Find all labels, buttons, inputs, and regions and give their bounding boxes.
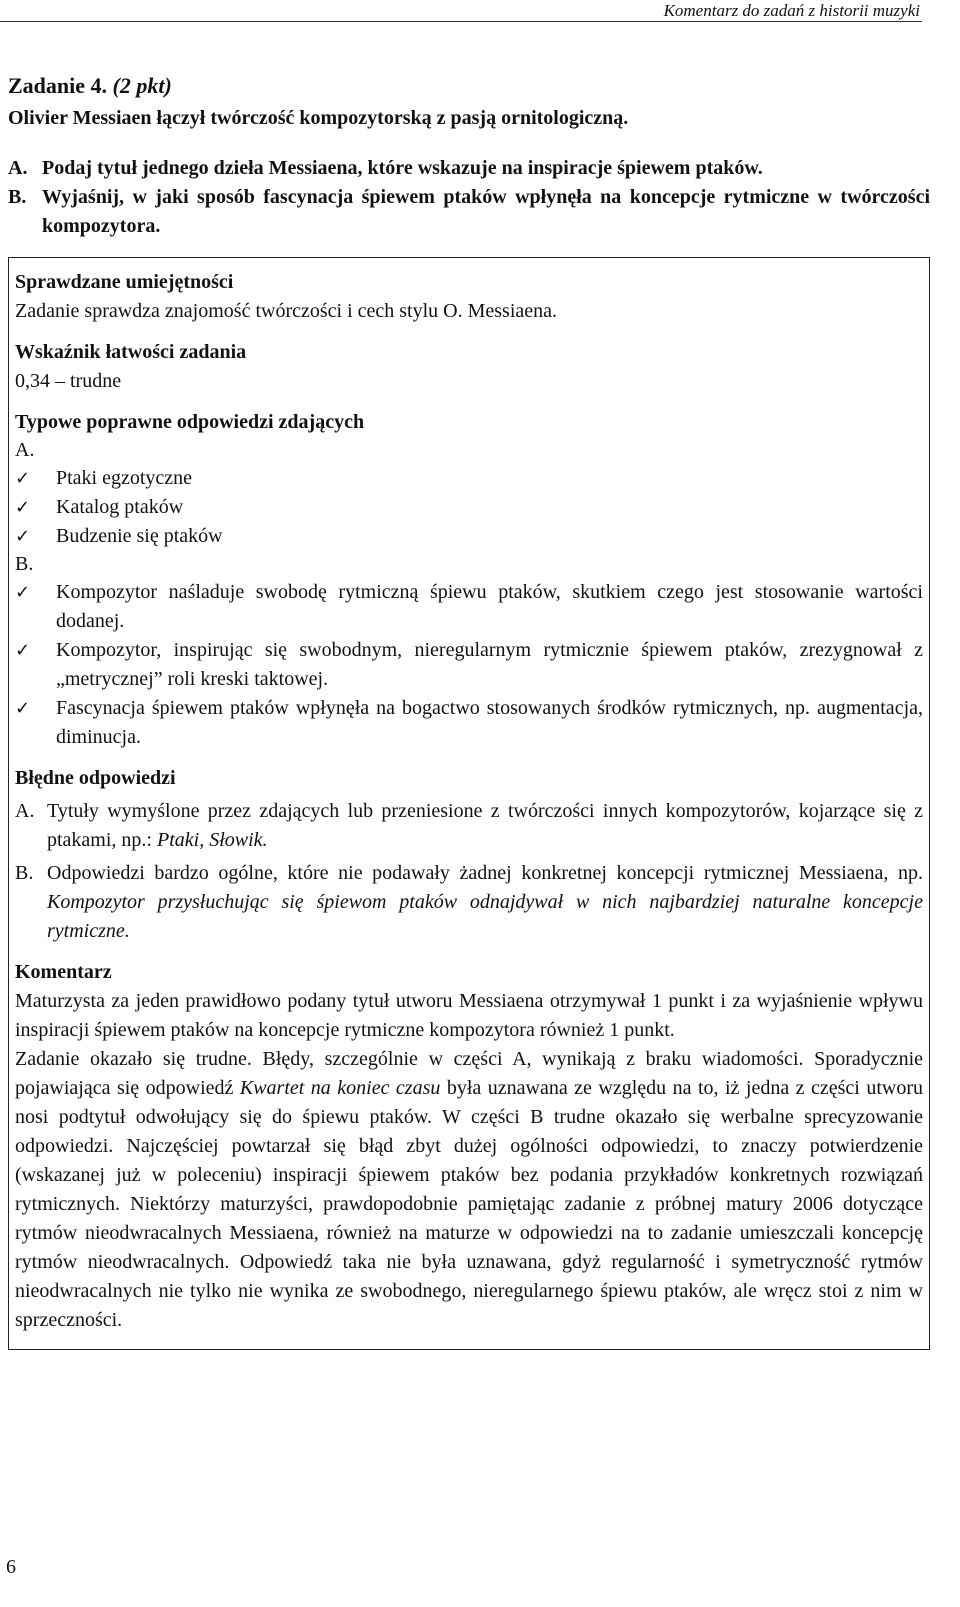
comment-p2-end: była uznawana ze względu na to, iż jedna z części utworu nosi podtytuł odwołujący się do śpiewu ptaków. W części B trudne okazało się werbalne sprecyzowanie odpowiedzi. Najczęściej powtarzał się błąd zbyt dużej ogólności odpowiedzi, to znaczy potwierdzenie (wskazanej już w poleceniu) inspiracji śpiewem ptaków bez podania przykładów konkretnych rozwiązań rytmicznych. Niektórzy maturzyści, prawdopodobnie pamiętając zadanie z próbnej matury 2006 dotyczące rytmów nieodwracalnych Messiaena, również na maturze w odpowiedzi na to zadanie umieszczali koncepcję rytmów nieodwracalnych. Odpowiedź taka nie była uznawana, gdyż regularność i symetryczność rytmów nieodwracalnych nie tylko nie wynika ze swobodnego, nieregularnego śpiewu ptaków, ale wręcz stoi z nim w sprzeczności.	[15, 1077, 923, 1331]
comment-p2-work-title: Kwartet na koniec czasu	[239, 1077, 441, 1099]
difficulty-heading: Wskaźnik łatwości zadania	[15, 341, 247, 363]
list-item	[15, 636, 923, 694]
question-a-label: A.	[8, 157, 28, 179]
checkmark-icon: ✓	[15, 582, 31, 603]
commentary-box	[8, 257, 930, 1350]
comment-paragraph-1: Maturzysta za jeden prawidłowo podany tytuł utworu Messiaena otrzymywał 1 punkt i za wyjaśnienie wpływu inspiracji śpiewem ptaków na koncepcje rytmiczne kompozytora również 1 punkt.	[15, 990, 923, 1041]
comment-p2-start: Zadanie okazało się trudne. Błędy, szczególnie w części A, wynikają z braku wiadomości. Sporadycznie pojawiająca się odpowiedź	[15, 1048, 923, 1099]
checkmark-icon: ✓	[15, 698, 31, 719]
wrong-answer-b-label: B.	[15, 862, 34, 884]
page-number: 6	[6, 1556, 16, 1578]
question-a-text: Podaj tytuł jednego dzieła Messiaena, które wskazuje na inspiracje śpiewem ptaków.	[42, 157, 763, 179]
correct-answer-a-3: Budzenie się ptaków	[56, 525, 223, 547]
comment-paragraph-2	[15, 1045, 923, 1335]
skills-text: Zadanie sprawdza znajomość twórczości i cech stylu O. Messiaena.	[15, 300, 558, 322]
checkmark-icon: ✓	[15, 468, 31, 489]
wrong-answer-b	[15, 859, 923, 946]
difficulty-value: 0,34 – trudne	[15, 370, 122, 392]
correct-answer-b-1: Kompozytor naśladuje swobodę rytmiczną śpiewu ptaków, skutkiem czego jest stosowanie wartości dodanej.	[56, 581, 923, 632]
correct-answer-a-2: Katalog ptaków	[56, 496, 184, 518]
correct-answers-a-label: A.	[15, 439, 35, 461]
question-b	[8, 183, 930, 241]
task-points: (2 pkt)	[112, 73, 172, 98]
page-content	[8, 70, 930, 1350]
task-number: Zadanie 4.	[8, 73, 108, 98]
question-b-text: Wyjaśnij, w jaki sposób fascynacja śpiewem ptaków wpłynęła na koncepcje rytmiczne w twórczości kompozytora.	[42, 186, 930, 237]
question-a	[8, 154, 930, 183]
wrong-answer-b-text: Odpowiedzi bardzo ogólne, które nie podawały żadnej konkretnej koncepcji rytmicznej Messiaena, np.	[47, 862, 923, 884]
list-item	[15, 694, 923, 752]
task-intro: Olivier Messiaen łączył twórczość kompozytorską z pasją ornitologiczną.	[8, 107, 629, 129]
wrong-answer-a-label: A.	[15, 800, 35, 822]
wrong-answer-b-body	[47, 859, 923, 946]
list-item	[15, 464, 923, 493]
comment-heading: Komentarz	[15, 961, 112, 983]
wrong-answer-a	[15, 797, 923, 855]
correct-answers-heading: Typowe poprawne odpowiedzi zdających	[15, 411, 365, 433]
running-header	[0, 0, 922, 22]
running-title: Komentarz do zadań z historii muzyki	[663, 1, 920, 20]
checkmark-icon: ✓	[15, 526, 31, 547]
list-item	[15, 522, 923, 551]
correct-answer-a-1: Ptaki egzotyczne	[56, 467, 193, 489]
task-title	[8, 70, 930, 102]
list-item	[15, 493, 923, 522]
wrong-answer-a-body	[47, 797, 923, 855]
checkmark-icon: ✓	[15, 640, 31, 661]
skills-heading: Sprawdzane umiejętności	[15, 271, 234, 293]
list-item	[15, 578, 923, 636]
wrong-answer-a-text: Tytuły wymyślone przez zdających lub przeniesione z twórczości innych kompozytorów, kojarzące się z ptakami, np.:	[47, 800, 923, 851]
wrong-answers-heading: Błędne odpowiedzi	[15, 767, 176, 789]
correct-answer-b-3: Fascynacja śpiewem ptaków wpłynęła na bogactwo stosowanych środków rytmicznych, np. augmentacja, diminucja.	[56, 697, 923, 748]
wrong-answer-b-example: Kompozytor przysłuchując się śpiewom ptaków odnajdywał w nich najbardziej naturalne koncepcje rytmiczne.	[47, 891, 923, 942]
checkmark-icon: ✓	[15, 497, 31, 518]
wrong-answer-a-examples: Ptaki, Słowik.	[156, 829, 268, 851]
correct-answer-b-2: Kompozytor, inspirując się swobodnym, nieregularnym rytmicznie śpiewem ptaków, zrezygnował z „metrycznej” roli kreski taktowej.	[56, 639, 923, 690]
question-b-label: B.	[8, 186, 27, 208]
correct-answers-b-label: B.	[15, 553, 34, 575]
